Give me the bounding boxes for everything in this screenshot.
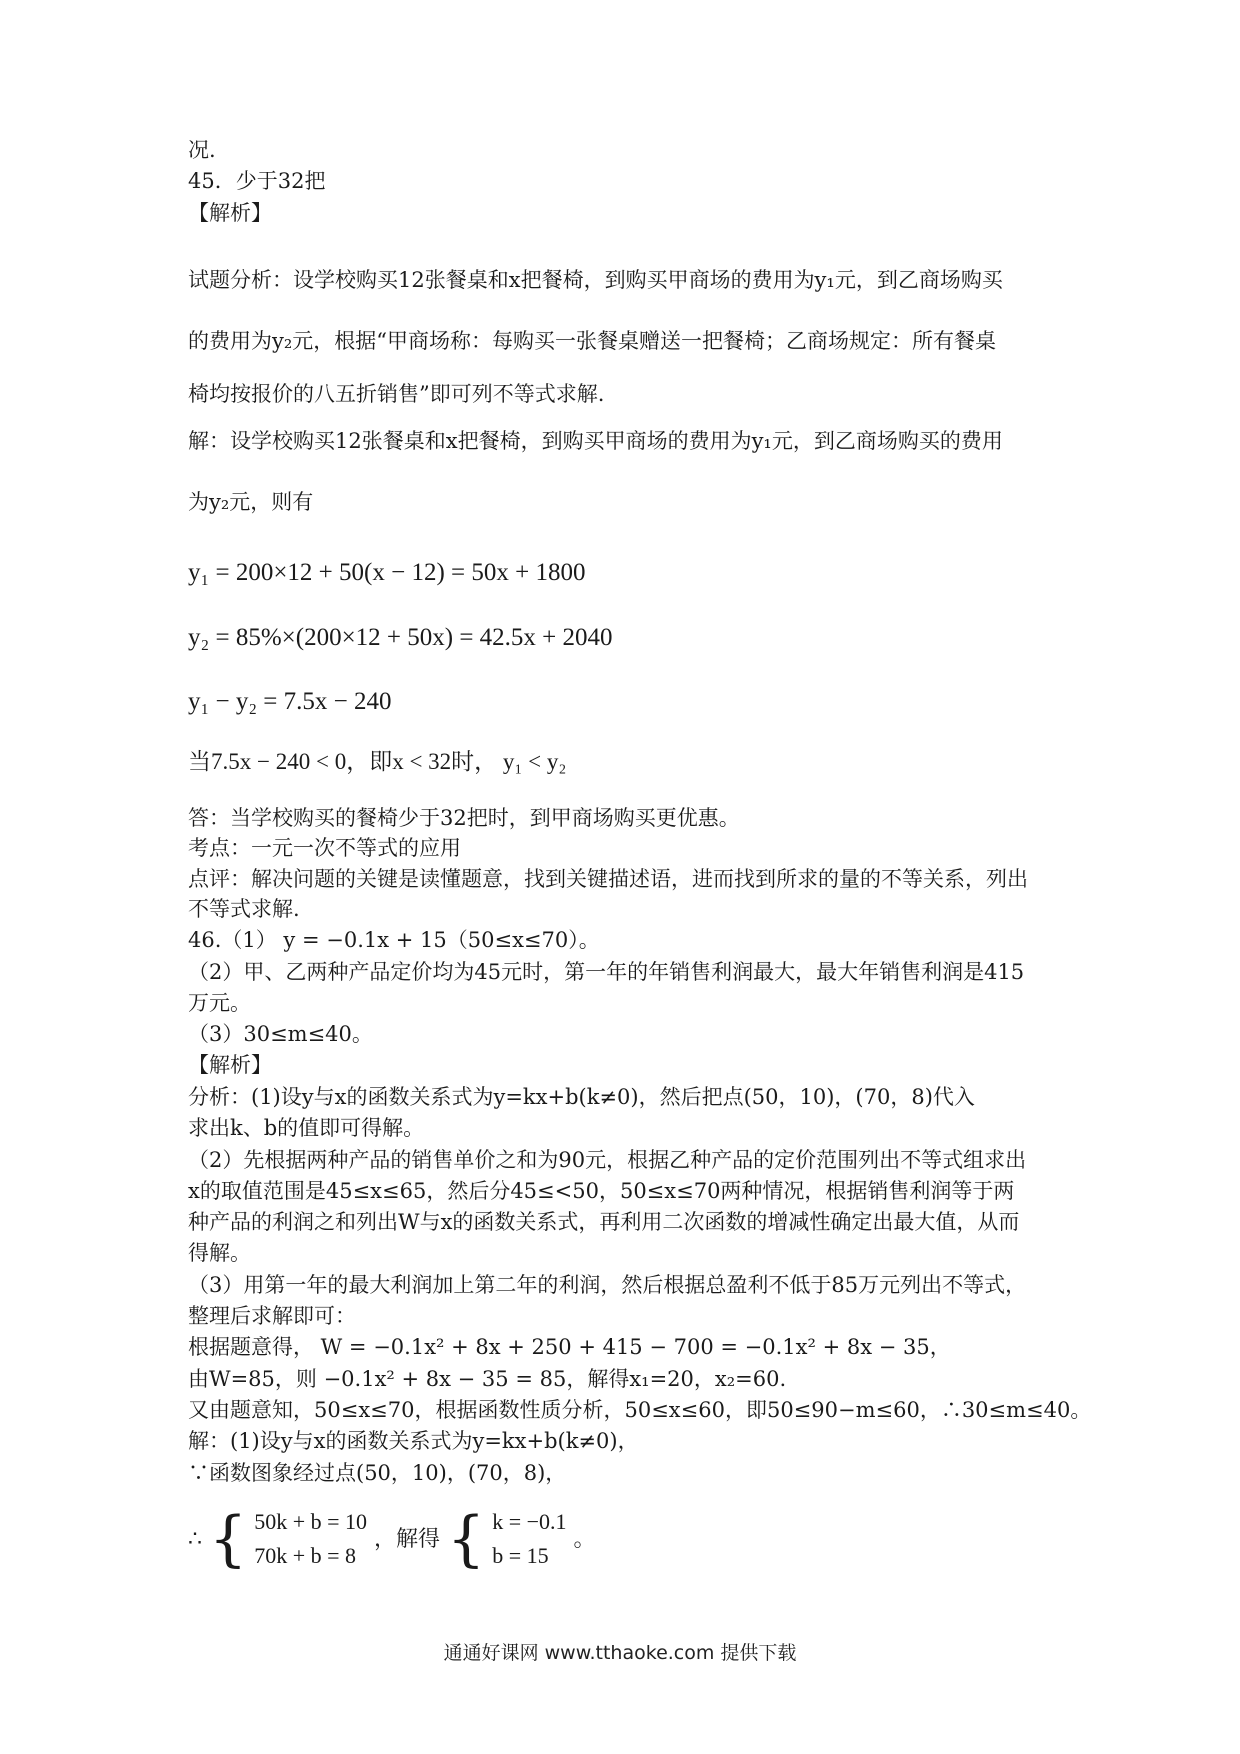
equation-y1: y₁ = 200×12 + 50(x − 12) = 50x + 1800 bbox=[188, 559, 586, 586]
solve-connector: ，解得 bbox=[374, 1526, 441, 1551]
answer-line: 答：当学校购买的餐椅少于32把时，到甲商场购买更优惠。 bbox=[188, 806, 740, 830]
text-line: 求出k、b的值即可得解。 bbox=[188, 1116, 425, 1140]
text-line: 又由题意知，50≤x≤70，根据函数性质分析，50≤x≤60，即50≤90−m≤60，∴30≤m≤40。 bbox=[188, 1398, 1092, 1422]
equation-y2: y₂ = 85%×(200×12 + 50x) = 42.5x + 2040 bbox=[188, 624, 613, 651]
text-line: 得解。 bbox=[188, 1241, 251, 1265]
text-line: ∵函数图象经过点(50，10)，(70，8)， bbox=[188, 1461, 567, 1485]
equation-system bbox=[188, 1505, 596, 1573]
period: 。 bbox=[573, 1526, 596, 1551]
analysis-label: 【解析】 bbox=[188, 1053, 272, 1077]
text-line: 由W=85，则 −0.1x² + 8x − 35 = 85，解得x₁=20，x₂=60. bbox=[188, 1367, 787, 1391]
analysis-label: 【解析】 bbox=[188, 201, 272, 225]
condition-line: 当7.5x − 240 < 0，即x < 32时， y₁ < y₂ bbox=[188, 749, 567, 774]
text-line: 为y₂元，则有 bbox=[188, 490, 314, 514]
left-brace: { bbox=[209, 1504, 248, 1574]
system-eq-a: 50k + b = 10 bbox=[254, 1509, 368, 1534]
topic-line: 考点：一元一次不等式的应用 bbox=[188, 836, 461, 860]
text-line: （2）甲、乙两种产品定价均为45元时，第一年的年销售利润最大，最大年销售利润是415 bbox=[188, 960, 1025, 984]
footer-watermark: 通通好课网 www.tthaoke.com 提供下载 bbox=[443, 1642, 797, 1664]
text-line: （3）30≤m≤40。 bbox=[188, 1022, 373, 1046]
equation-w: 根据题意得， W = −0.1x² + 8x + 250 + 415 − 700 = −0.1x² + 8x − 35， bbox=[188, 1335, 951, 1359]
answer-46-heading: 46.（1） y = −0.1x + 15（50≤x≤70）。 bbox=[188, 928, 600, 952]
answer-45-heading: 45．少于32把 bbox=[188, 169, 326, 193]
text-line: 万元。 bbox=[188, 991, 251, 1015]
left-brace: { bbox=[447, 1504, 486, 1574]
system-equations bbox=[254, 1505, 367, 1573]
text-line: x的取值范围是45≤x≤65，然后分45≤<50，50≤x≤70两种情况，根据销售利润等于两 bbox=[188, 1179, 1015, 1203]
text-line: 不等式求解. bbox=[188, 897, 300, 921]
therefore-symbol: ∴ bbox=[188, 1526, 202, 1551]
solution-b: b = 15 bbox=[492, 1543, 549, 1568]
text-line: 试题分析：设学校购买12张餐桌和x把餐椅，到购买甲商场的费用为y₁元，到乙商场购买 bbox=[188, 268, 1003, 292]
text-line: 解：(1)设y与x的函数关系式为y=kx+b(k≠0)， bbox=[188, 1429, 639, 1453]
text-line: 椅均按报价的八五折销售”即可列不等式求解. bbox=[188, 382, 605, 406]
text-line: （2）先根据两种产品的销售单价之和为90元，根据乙种产品的定价范围列出不等式组求出 bbox=[188, 1148, 1027, 1172]
text-line: 种产品的利润之和列出W与x的函数关系式，再利用二次函数的增减性确定出最大值，从而 bbox=[188, 1210, 1020, 1234]
equation-difference: y₁ − y₂ = 7.5x − 240 bbox=[188, 688, 392, 715]
text-line: （3）用第一年的最大利润加上第二年的利润，然后根据总盈利不低于85万元列出不等式， bbox=[188, 1273, 1027, 1297]
text-line: 解：设学校购买12张餐桌和x把餐椅，到购买甲商场的费用为y₁元，到乙商场购买的费用 bbox=[188, 429, 1003, 453]
text-line: 的费用为y₂元，根据“甲商场称：每购买一张餐桌赠送一把餐椅；乙商场规定：所有餐桌 bbox=[188, 329, 997, 353]
text-line: 况. bbox=[188, 138, 216, 162]
solution-k: k = −0.1 bbox=[492, 1509, 567, 1534]
system-solutions bbox=[492, 1505, 566, 1573]
text-line: 整理后求解即可： bbox=[188, 1304, 356, 1328]
system-eq-b: 70k + b = 8 bbox=[254, 1543, 357, 1568]
text-line: 分析：(1)设y与x的函数关系式为y=kx+b(k≠0)，然后把点(50，10)，(70，8)代入 bbox=[188, 1085, 975, 1109]
comment-line: 点评：解决问题的关键是读懂题意，找到关键描述语，进而找到所求的量的不等关系，列出 bbox=[188, 867, 1028, 891]
